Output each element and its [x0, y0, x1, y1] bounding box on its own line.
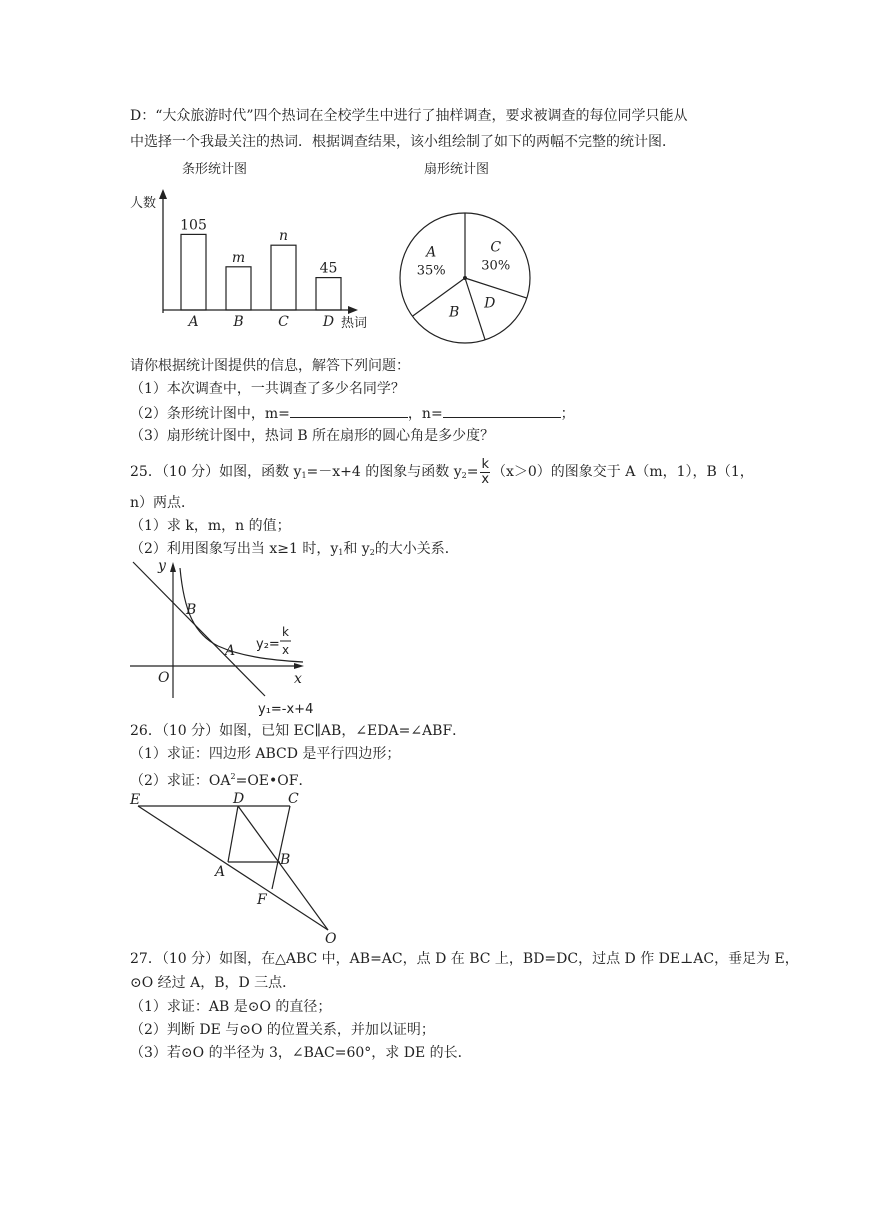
n-answer-blank[interactable]: [443, 404, 561, 418]
q25-sub-1: 1: [301, 471, 307, 480]
bar-chart-ylabel: 人数: [130, 196, 157, 211]
q27-line-1: 27．（10 分）如图，在△ABC 中，AB=AC，点 D 在 BC 上，BD=DC，过点 D 作 DE⊥AC，垂足为 E，: [130, 951, 799, 967]
line-y1: [133, 562, 265, 696]
function-graph-figure: [128, 556, 318, 721]
y2-label: y₂=: [256, 637, 280, 652]
m-answer-blank[interactable]: [290, 404, 408, 418]
label-o: O: [325, 931, 337, 947]
pie-label-b: B: [449, 304, 460, 321]
q25-p2-sub2: 2: [369, 548, 375, 557]
pie-label-c: C: [490, 239, 502, 256]
q24-part-2: [130, 404, 575, 423]
pie-divider-b: [465, 278, 485, 340]
q24-p2-prefix: （2）条形统计图中，m=: [130, 406, 290, 422]
graph-y-axis-arrow: [170, 562, 176, 572]
bar-a: [181, 234, 206, 310]
pie-label-d: D: [484, 295, 496, 312]
label-c: C: [288, 791, 299, 807]
q27-part-1: （1）求证：AB 是⊙O 的直径；: [130, 999, 332, 1015]
bar-label-b: m: [231, 249, 246, 266]
bar-chart-xlabel: 热词: [341, 316, 368, 331]
q24-p2-mid: ，n=: [407, 406, 443, 422]
fraction-denominator: x: [481, 471, 490, 487]
segment-da: [228, 806, 238, 862]
y2-frac-k: k: [282, 625, 289, 639]
q27-line-2: ⊙O 经过 A，B，D 三点．: [130, 975, 297, 991]
segment-cf: [272, 806, 290, 889]
k-over-x-fraction: [480, 458, 490, 487]
q26-part-1: （1）求证：四边形 ABCD 是平行四边形；: [130, 746, 401, 762]
segment-do: [238, 806, 328, 930]
q25-p2-sub1: 1: [338, 548, 344, 557]
q25-text-a: 25．（10 分）如图，函数 y: [130, 464, 302, 480]
category-label-b: B: [233, 314, 244, 330]
q24-part-3: （3）扇形统计图中，热词 B 所在扇形的圆心角是多少度？: [130, 428, 495, 444]
pie-chart: [398, 155, 538, 345]
graph-y-label: y: [158, 558, 166, 574]
y1-label: y₁=-x+4: [258, 702, 314, 717]
label-d: D: [233, 791, 245, 807]
bar-chart: [130, 155, 380, 335]
category-label-a: A: [188, 314, 199, 330]
q25-text-c: =: [466, 464, 479, 480]
point-b-label: B: [186, 602, 197, 618]
pie-group: [400, 213, 530, 343]
bars-group: [180, 217, 341, 330]
bar-d: [316, 278, 341, 310]
q26-p2-sup: 2: [230, 772, 236, 781]
x-axis-arrow: [348, 306, 358, 314]
intro-line-2: 中选择一个我最关注的热词．根据调查结果，该小组绘制了如下的两幅不完整的统计图．: [130, 134, 676, 150]
label-a: A: [215, 864, 226, 880]
segment-eo: [138, 806, 328, 930]
label-f: F: [257, 892, 267, 908]
q27-part-3: （3）若⊙O 的半径为 3，∠BAC=60°，求 DE 的长．: [130, 1045, 472, 1061]
bar-label-d: 45: [319, 260, 338, 277]
q25-line-2: n）两点．: [130, 495, 196, 511]
q26-p2-a: （2）求证：OA: [130, 773, 231, 789]
q25-text-b: =－x+4 的图象与函数 y: [306, 464, 462, 480]
q24-prompt: 请你根据统计图提供的信息，解答下列问题：: [130, 358, 410, 374]
q25-p2-b: 和 y: [343, 541, 370, 557]
bar-chart-title: 条形统计图: [182, 162, 248, 177]
q26-part-2: [130, 768, 312, 790]
bar-label-c: n: [278, 228, 289, 245]
point-a-label: A: [225, 643, 236, 659]
category-label-c: C: [278, 314, 289, 330]
label-e: E: [130, 792, 141, 808]
q24-part-1: （1）本次调查中，一共调查了多少名同学？: [130, 381, 405, 397]
graph-origin-label: O: [158, 670, 170, 686]
label-b: B: [280, 852, 291, 868]
category-label-d: D: [322, 314, 335, 330]
y-axis-arrow: [159, 189, 167, 199]
q25-sub-2: 2: [461, 471, 467, 480]
q25-part-1: （1）求 k，m，n 的值；: [130, 518, 291, 534]
q25-p2-a: （2）利用图象写出当 x≥1 时，y: [130, 541, 339, 557]
pie-percent-a: 35%: [416, 263, 446, 279]
y2-frac-x: x: [282, 643, 290, 657]
bar-c: [271, 245, 296, 310]
parallelogram-figure: [126, 790, 346, 950]
bar-b: [226, 267, 251, 310]
q27-part-2: （2）判断 DE 与⊙O 的位置关系，并加以证明；: [130, 1022, 435, 1038]
fraction-numerator: k: [481, 456, 489, 472]
q25-text-d: （x＞0）的图象交于 A（m，1），B（1，: [491, 464, 754, 480]
q25-p2-c: 的大小关系．: [374, 541, 459, 557]
graph-x-axis-arrow: [294, 663, 304, 669]
pie-label-a: A: [426, 244, 437, 261]
q25-title: [130, 452, 754, 496]
graph-x-label: x: [294, 671, 302, 687]
q26-p2-b: =OE•OF．: [235, 773, 313, 789]
pie-chart-title: 扇形统计图: [424, 162, 490, 177]
pie-divider-d: [465, 278, 527, 298]
q26-title: 26．（10 分）如图，已知 EC∥AB，∠EDA=∠ABF．: [130, 723, 467, 739]
intro-line-1: D：“大众旅游时代”四个热词在全校学生中进行了抽样调查，要求被调查的每位同学只能从: [130, 108, 688, 124]
bar-label-a: 105: [180, 217, 207, 234]
pie-percent-c: 30%: [481, 258, 511, 274]
q24-p2-suffix: ；: [560, 406, 575, 422]
